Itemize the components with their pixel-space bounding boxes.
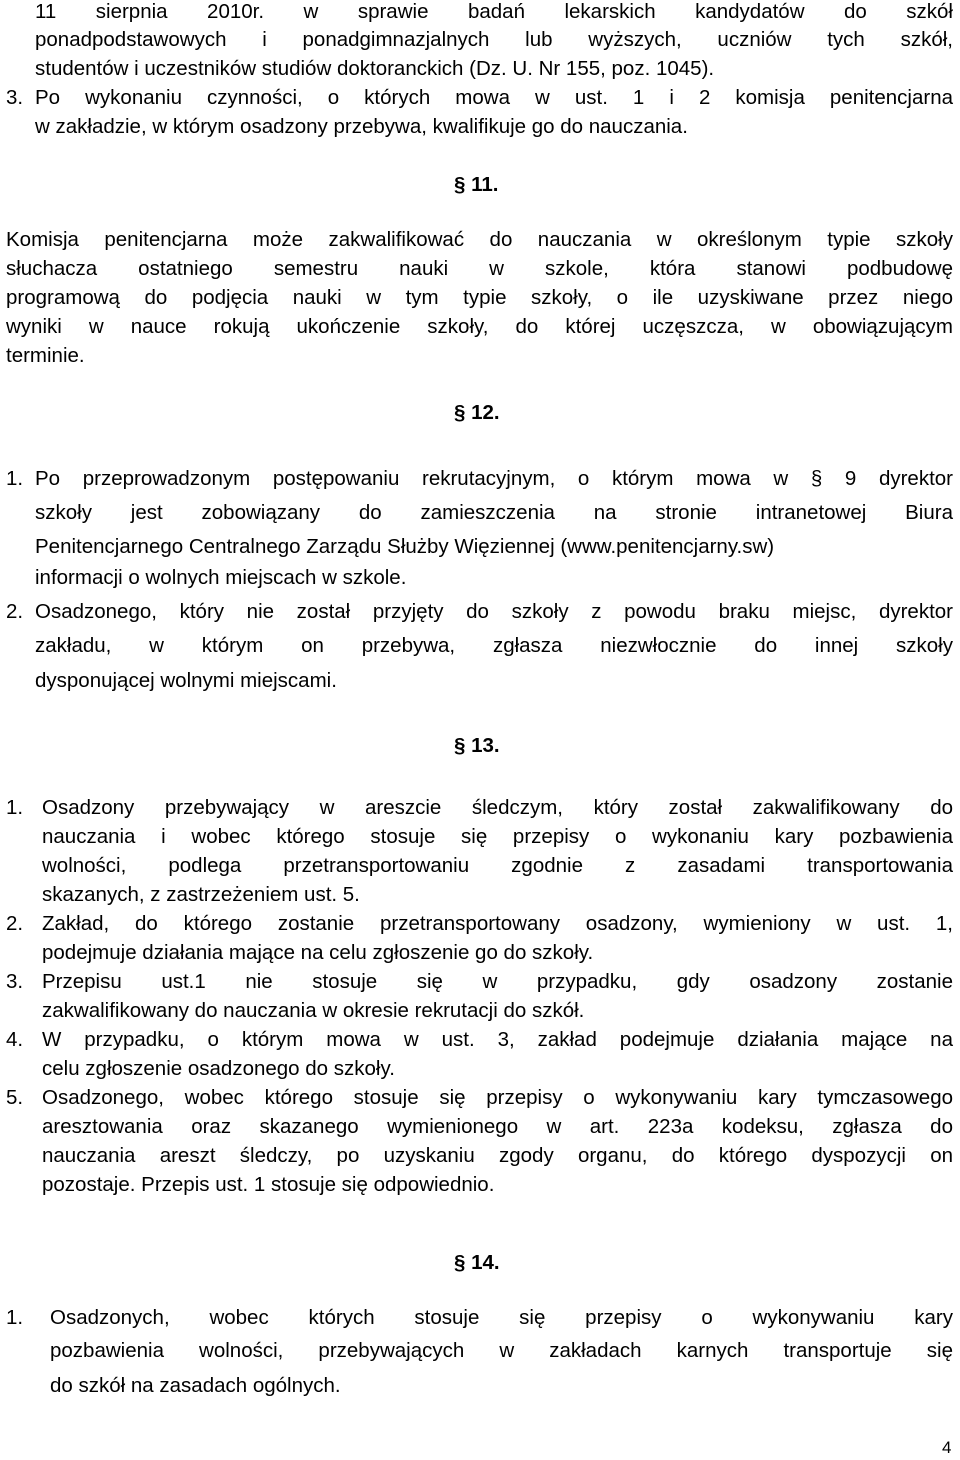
text-line: Osadzony przebywający w areszcie śledczym, który został zakwalifikowany do bbox=[42, 796, 953, 819]
text-line: wyniki w nauce rokują ukończenie szkoły, do której uczęszcza, w obowiązującym bbox=[6, 315, 953, 338]
text-line: nauczania areszt śledczy, po uzyskaniu zgody organu, do którego dyspozycji on bbox=[42, 1144, 953, 1167]
item-number: 1. bbox=[6, 467, 24, 490]
text-line: szkoły jest zobowiązany do zamieszczenia na stronie intranetowej Biura bbox=[35, 501, 953, 524]
page-number: 4 bbox=[942, 1438, 952, 1457]
text-line: w zakładzie, w którym osadzony przebywa, kwalifikuje go do nauczania. bbox=[35, 115, 688, 138]
text-line: nauczania i wobec którego stosuje się przepisy o wykonaniu kary pozbawienia bbox=[42, 825, 953, 848]
item-number: 3. bbox=[6, 86, 24, 109]
text-line: Osadzonego, który nie został przyjęty do szkoły z powodu braku miejsc, dyrektor bbox=[35, 600, 953, 623]
text-line: Po przeprowadzonym postępowaniu rekrutacyjnym, o którym mowa w § 9 dyrektor bbox=[35, 467, 953, 490]
item-number: 5. bbox=[6, 1086, 24, 1109]
text-line: celu zgłoszenie osadzonego do szkoły. bbox=[42, 1057, 395, 1080]
text-line: W przypadku, o którym mowa w ust. 3, zakład podejmuje działania mające na bbox=[42, 1028, 953, 1051]
text-line: informacji o wolnych miejscach w szkole. bbox=[35, 566, 407, 589]
text-line: wolności, podlega przetransportowaniu zgodnie z zasadami transportowania bbox=[42, 854, 953, 877]
section-heading: § 14. bbox=[454, 1251, 500, 1274]
text-line: terminie. bbox=[6, 344, 85, 367]
item-number: 2. bbox=[6, 600, 24, 623]
text-line: skazanych, z zastrzeżeniem ust. 5. bbox=[42, 883, 360, 906]
text-line: podejmuje działania mające na celu zgłoszenie go do szkoły. bbox=[42, 941, 594, 964]
text-line: Po wykonaniu czynności, o których mowa w ust. 1 i 2 komisja penitencjarna bbox=[35, 86, 953, 109]
item-number: 1. bbox=[6, 1306, 24, 1329]
section-heading: § 12. bbox=[454, 401, 500, 424]
text-line: Przepisu ust.1 nie stosuje się w przypadku, gdy osadzony zostanie bbox=[42, 970, 953, 993]
text-line: ponadpodstawowych i ponadgimnazjalnych lub wyższych, uczniów tych szkół, bbox=[35, 28, 953, 51]
text-line: do szkół na zasadach ogólnych. bbox=[50, 1374, 341, 1397]
text-line: zakładu, w którym on przebywa, zgłasza niezwłocznie do innej szkoły bbox=[35, 634, 953, 657]
item-number: 1. bbox=[6, 796, 24, 819]
text-line: pozbawienia wolności, przebywających w zakładach karnych transportuje się bbox=[50, 1339, 953, 1362]
text-line: słuchacza ostatniego semestru nauki w szkole, która stanowi podbudowę bbox=[6, 257, 953, 280]
text-line: Osadzonego, wobec którego stosuje się przepisy o wykonywaniu kary tymczasowego bbox=[42, 1086, 953, 1109]
section-heading: § 11. bbox=[454, 173, 499, 196]
text-line: 11 sierpnia 2010r. w sprawie badań lekarskich kandydatów do szkół bbox=[35, 0, 953, 23]
section-heading: § 13. bbox=[454, 734, 500, 757]
text-line: Zakład, do którego zostanie przetransportowany osadzony, wymieniony w ust. 1, bbox=[42, 912, 953, 935]
item-number: 3. bbox=[6, 970, 24, 993]
item-number: 2. bbox=[6, 912, 24, 935]
text-line: Penitencjarnego Centralnego Zarządu Służby Więziennej (www.penitencjarny.sw) bbox=[35, 535, 775, 558]
text-line: Osadzonych, wobec których stosuje się przepisy o wykonywaniu kary bbox=[50, 1306, 953, 1329]
text-line: Komisja penitencjarna może zakwalifikować do nauczania w określonym typie szkoły bbox=[6, 228, 953, 251]
text-line: programową do podjęcia nauki w tym typie szkoły, o ile uzyskiwane przez niego bbox=[6, 286, 953, 309]
text-line: dysponującej wolnymi miejscami. bbox=[35, 669, 337, 692]
item-number: 4. bbox=[6, 1028, 24, 1051]
text-line: aresztowania oraz skazanego wymienionego w art. 223a kodeksu, zgłasza do bbox=[42, 1115, 953, 1138]
text-line: studentów i uczestników studiów doktoranckich (Dz. U. Nr 155, poz. 1045). bbox=[35, 57, 715, 80]
text-line: pozostaje. Przepis ust. 1 stosuje się odpowiednio. bbox=[42, 1173, 495, 1196]
text-line: zakwalifikowany do nauczania w okresie rekrutacji do szkół. bbox=[42, 999, 585, 1022]
